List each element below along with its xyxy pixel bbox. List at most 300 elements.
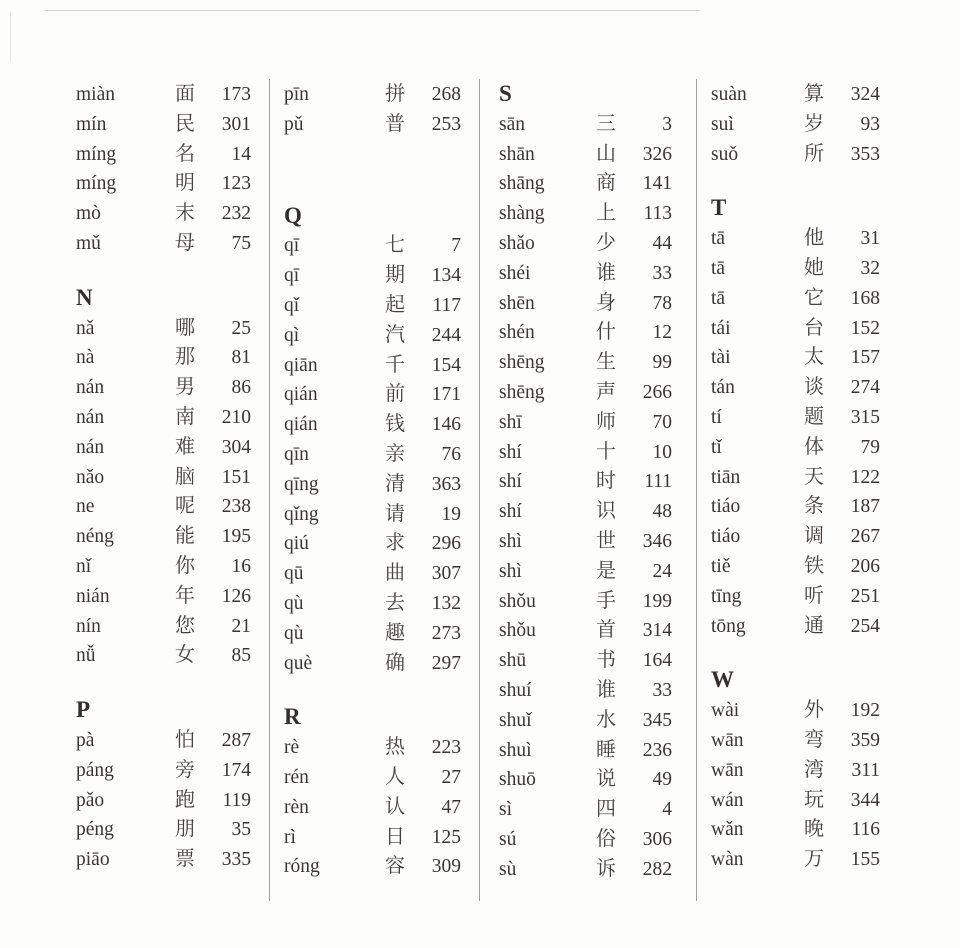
page-number-cell: 335 — [221, 849, 251, 871]
page-number-cell: 306 — [642, 828, 672, 850]
page-number-cell: 268 — [431, 84, 461, 105]
index-entry-row — [499, 794, 672, 824]
index-entry-row — [499, 437, 672, 467]
hanzi-cell: 玩 — [804, 786, 824, 811]
hanzi-cell: 时 — [596, 468, 616, 493]
pinyin-cell: pǎo — [76, 789, 105, 811]
page-number-cell: 7 — [451, 235, 461, 257]
hanzi-cell: 七 — [385, 232, 405, 257]
page-number-cell: 49 — [652, 769, 672, 791]
page-number-cell: 232 — [221, 203, 251, 225]
hanzi-cell: 去 — [385, 589, 405, 614]
hanzi-cell: 人 — [385, 763, 405, 788]
page-number-cell: 282 — [642, 858, 672, 880]
index-entry-row — [499, 109, 672, 139]
pinyin-cell: miàn — [76, 84, 115, 105]
hanzi-cell: 三 — [596, 110, 616, 135]
index-entry-row — [284, 792, 461, 822]
page-number-cell: 296 — [431, 533, 461, 555]
index-entry-row — [76, 785, 251, 815]
page-number-cell: 236 — [642, 739, 672, 761]
index-entry-row — [284, 320, 461, 350]
pinyin-cell: shuō — [499, 769, 536, 791]
page-number-cell: 75 — [231, 232, 251, 254]
index-entry-row — [711, 725, 880, 755]
index-entry-row — [76, 551, 251, 581]
page-number-cell: 93 — [860, 113, 880, 135]
pinyin-index-grid — [62, 79, 898, 901]
hanzi-cell: 晚 — [804, 816, 824, 841]
pinyin-cell: wàn — [711, 849, 744, 871]
pinyin-cell: tiáo — [711, 526, 741, 548]
hanzi-cell: 难 — [175, 433, 195, 458]
page-number-cell: 287 — [221, 729, 251, 751]
hanzi-cell: 山 — [596, 140, 616, 165]
index-entry-row — [711, 342, 880, 372]
index-section-R — [284, 702, 461, 881]
index-entry-row — [499, 198, 672, 228]
hanzi-cell: 拼 — [385, 81, 405, 105]
hanzi-cell: 明 — [175, 170, 195, 195]
pinyin-cell: nǎ — [76, 317, 95, 339]
pinyin-cell: tiě — [711, 555, 731, 577]
hanzi-cell: 她 — [804, 254, 824, 279]
page-number-cell: 206 — [850, 555, 880, 577]
page-number-cell: 134 — [431, 265, 461, 287]
page-number-cell: 33 — [652, 262, 672, 284]
pinyin-cell: shēn — [499, 292, 535, 314]
index-entry-row — [499, 377, 672, 407]
pinyin-cell: qián — [284, 414, 318, 436]
pinyin-cell: nǐ — [76, 555, 92, 577]
hanzi-cell: 前 — [385, 381, 405, 406]
index-entry-row — [284, 469, 461, 499]
index-entry-row — [711, 785, 880, 815]
pinyin-cell: shén — [499, 322, 535, 344]
index-entry-row — [711, 521, 880, 551]
pinyin-cell: tīng — [711, 585, 742, 607]
hanzi-cell: 谈 — [804, 374, 824, 399]
page-number-cell: 116 — [851, 819, 880, 841]
pinyin-cell: míng — [76, 173, 117, 195]
index-entry-row — [284, 499, 461, 529]
pinyin-cell: tǐ — [711, 436, 722, 458]
hanzi-cell: 识 — [596, 498, 616, 523]
page-number-cell: 126 — [221, 585, 251, 607]
page-number-cell: 35 — [231, 819, 251, 841]
hanzi-cell: 容 — [385, 853, 405, 878]
index-column-3 — [480, 79, 697, 901]
page-number-cell: 273 — [431, 622, 461, 644]
index-column-4 — [697, 79, 898, 901]
page-number-cell: 117 — [432, 294, 461, 316]
hanzi-cell: 什 — [596, 319, 616, 344]
scan-edge-left-line — [10, 12, 11, 62]
pinyin-cell: sú — [499, 828, 517, 850]
page-number-cell: 47 — [441, 796, 461, 818]
page-number-cell: 10 — [652, 441, 672, 463]
index-entry-row — [284, 528, 461, 558]
hanzi-cell: 趣 — [385, 619, 405, 644]
pinyin-cell: qǐ — [284, 294, 300, 316]
page-number-cell: 151 — [221, 466, 251, 488]
page-number-cell: 363 — [431, 473, 461, 495]
pinyin-cell: nǎo — [76, 466, 105, 488]
page-number-cell: 21 — [231, 615, 251, 637]
page-number-cell: 309 — [431, 856, 461, 878]
pinyin-cell: qiān — [284, 354, 318, 376]
hanzi-cell: 声 — [596, 378, 616, 403]
page-number-cell: 125 — [431, 826, 461, 848]
pinyin-cell: rè — [284, 737, 300, 759]
hanzi-cell: 岁 — [804, 110, 824, 135]
index-entry-row — [499, 854, 672, 884]
hanzi-cell: 您 — [175, 612, 195, 637]
hanzi-cell: 太 — [804, 344, 824, 369]
index-entry-row — [284, 439, 461, 469]
index-entry-row — [76, 139, 251, 169]
hanzi-cell: 千 — [385, 351, 405, 376]
hanzi-cell: 铁 — [804, 552, 824, 577]
hanzi-cell: 睡 — [596, 736, 616, 761]
pinyin-cell: shuí — [499, 679, 532, 701]
hanzi-cell: 说 — [596, 766, 616, 791]
index-entry-row — [76, 581, 251, 611]
pinyin-cell: tài — [711, 347, 731, 369]
pinyin-cell: shǎo — [499, 232, 535, 254]
index-entry-row — [711, 139, 880, 169]
index-entry-row — [76, 462, 251, 492]
index-entry-row — [76, 521, 251, 551]
hanzi-cell: 汽 — [385, 321, 405, 346]
page-number-cell: 199 — [642, 590, 672, 612]
page-number-cell: 33 — [652, 679, 672, 701]
page-number-cell: 187 — [850, 496, 880, 518]
hanzi-cell: 能 — [175, 523, 195, 548]
page-number-cell: 315 — [850, 406, 880, 428]
page-number-cell: 254 — [850, 615, 880, 637]
index-column-1 — [62, 79, 270, 901]
index-entry-row — [76, 611, 251, 641]
pinyin-cell: shēng — [499, 381, 545, 403]
hanzi-cell: 名 — [175, 140, 195, 165]
hanzi-cell: 四 — [596, 796, 616, 821]
pinyin-cell: shì — [499, 530, 522, 552]
pinyin-cell: shàng — [499, 203, 545, 225]
hanzi-cell: 热 — [385, 734, 405, 759]
index-entry-row — [711, 432, 880, 462]
page-number-cell: 238 — [221, 496, 251, 518]
hanzi-cell: 题 — [804, 403, 824, 428]
pinyin-cell: nán — [76, 377, 105, 399]
hanzi-cell: 它 — [804, 284, 824, 309]
page-number-cell: 297 — [431, 652, 461, 674]
hanzi-cell: 首 — [596, 617, 616, 642]
index-section-T — [711, 193, 880, 640]
pinyin-cell: qī — [284, 235, 300, 257]
hanzi-cell: 普 — [385, 110, 405, 135]
index-entry-row — [284, 762, 461, 792]
index-entry-row — [284, 379, 461, 409]
hanzi-cell: 年 — [175, 582, 195, 607]
hanzi-cell: 十 — [596, 438, 616, 463]
page-number-cell: 113 — [643, 203, 672, 225]
pinyin-cell: qù — [284, 592, 304, 614]
hanzi-cell: 亲 — [385, 440, 405, 465]
hanzi-cell: 民 — [175, 110, 195, 135]
pinyin-cell: suǒ — [711, 143, 739, 165]
pinyin-cell: sì — [499, 799, 513, 821]
hanzi-cell: 外 — [804, 697, 824, 722]
hanzi-cell: 呢 — [175, 493, 195, 518]
pinyin-cell: shí — [499, 441, 522, 463]
hanzi-cell: 湾 — [804, 756, 824, 781]
hanzi-cell: 书 — [596, 647, 616, 672]
index-entry-row — [499, 615, 672, 645]
index-entry-row — [284, 732, 461, 762]
hanzi-cell: 钱 — [385, 411, 405, 436]
index-section-P — [76, 695, 251, 874]
hanzi-cell: 商 — [596, 170, 616, 195]
pinyin-cell: shuì — [499, 739, 532, 761]
pinyin-cell: tiáo — [711, 496, 741, 518]
index-entry-row — [711, 814, 880, 844]
index-entry-row — [499, 466, 672, 496]
pinyin-cell: shǒu — [499, 590, 536, 612]
index-entry-row — [499, 586, 672, 616]
page-number-cell: 266 — [642, 381, 672, 403]
pinyin-cell: wǎn — [711, 819, 744, 841]
index-entry-row — [711, 462, 880, 492]
pinyin-cell: rì — [284, 826, 296, 848]
index-entry-row — [499, 347, 672, 377]
hanzi-cell: 男 — [175, 374, 195, 399]
hanzi-cell: 哪 — [175, 314, 195, 339]
pinyin-cell: wān — [711, 759, 744, 781]
page-number-cell: 99 — [652, 352, 672, 374]
hanzi-cell: 诉 — [596, 855, 616, 880]
index-section — [711, 79, 880, 168]
pinyin-cell: tiān — [711, 466, 741, 488]
page-number-cell: 12 — [652, 322, 672, 344]
pinyin-cell: tái — [711, 317, 731, 339]
hanzi-cell: 日 — [385, 823, 405, 848]
pinyin-cell: shān — [499, 143, 535, 165]
pinyin-cell: qū — [284, 563, 304, 585]
hanzi-cell: 期 — [385, 262, 405, 287]
pinyin-cell: qián — [284, 384, 318, 406]
index-entry-row — [711, 844, 880, 874]
pinyin-cell: shū — [499, 650, 527, 672]
index-entry-row — [499, 228, 672, 258]
index-entry-row — [284, 851, 461, 881]
page-number-cell: 123 — [221, 173, 251, 195]
pinyin-cell: néng — [76, 526, 114, 548]
index-entry-row — [76, 198, 251, 228]
hanzi-cell: 通 — [804, 612, 824, 637]
pinyin-cell: róng — [284, 856, 320, 878]
page-number-cell: 307 — [431, 563, 461, 585]
index-entry-row — [711, 755, 880, 785]
pinyin-cell: qù — [284, 622, 304, 644]
page-number-cell: 48 — [652, 501, 672, 523]
index-entry-row — [284, 260, 461, 290]
hanzi-cell: 怕 — [175, 726, 195, 751]
index-entry-row — [499, 496, 672, 526]
hanzi-cell: 他 — [804, 225, 824, 250]
pinyin-cell: tōng — [711, 615, 746, 637]
pinyin-cell: shí — [499, 471, 522, 493]
page-number-cell: 19 — [441, 503, 461, 525]
page-number-cell: 164 — [642, 650, 672, 672]
page-number-cell: 324 — [850, 84, 880, 105]
pinyin-cell: rèn — [284, 796, 309, 818]
pinyin-cell: mǔ — [76, 232, 101, 254]
index-entry-row — [711, 109, 880, 139]
index-entry-row — [76, 168, 251, 198]
page-number-cell: 4 — [662, 799, 672, 821]
index-entry-row — [76, 491, 251, 521]
index-entry-row — [499, 139, 672, 169]
index-section — [76, 79, 251, 258]
index-entry-row — [76, 814, 251, 844]
pinyin-cell: páng — [76, 759, 114, 781]
hanzi-cell: 所 — [804, 140, 824, 165]
hanzi-cell: 脑 — [175, 463, 195, 488]
index-section-S — [499, 79, 672, 884]
pinyin-cell: wān — [711, 729, 744, 751]
index-entry-row — [76, 313, 251, 343]
index-entry-row — [76, 432, 251, 462]
hanzi-cell: 旁 — [175, 756, 195, 781]
section-header: T — [711, 195, 727, 221]
pinyin-cell: tā — [711, 257, 726, 279]
index-entry-row — [76, 79, 251, 109]
hanzi-cell: 末 — [175, 200, 195, 225]
page-number-cell: 244 — [431, 324, 461, 346]
pinyin-cell: nián — [76, 585, 110, 607]
index-entry-row — [711, 611, 880, 641]
pinyin-cell: qǐng — [284, 503, 319, 525]
page-number-cell: 146 — [431, 414, 461, 436]
page-number-cell: 16 — [231, 555, 251, 577]
hanzi-cell: 俗 — [596, 825, 616, 850]
pinyin-cell: shēng — [499, 352, 545, 374]
pinyin-cell: sù — [499, 858, 517, 880]
hanzi-cell: 请 — [385, 500, 405, 525]
index-section-Q — [284, 201, 461, 678]
hanzi-cell: 水 — [596, 706, 616, 731]
pinyin-cell: qīng — [284, 473, 319, 495]
hanzi-cell: 谁 — [596, 676, 616, 701]
section-header: R — [284, 704, 302, 730]
page-number-cell: 168 — [850, 287, 880, 309]
pinyin-cell: wán — [711, 789, 744, 811]
index-section-N — [76, 283, 251, 670]
pinyin-cell: nà — [76, 347, 95, 369]
hanzi-cell: 少 — [596, 229, 616, 254]
index-column-2 — [270, 79, 480, 901]
index-entry-row — [284, 109, 461, 139]
index-entry-row — [76, 342, 251, 372]
hanzi-cell: 认 — [385, 793, 405, 818]
pinyin-cell: shéi — [499, 262, 531, 284]
index-entry-row — [711, 695, 880, 725]
page-number-cell: 132 — [431, 592, 461, 614]
hanzi-cell: 条 — [804, 493, 824, 518]
index-entry-row — [284, 588, 461, 618]
pinyin-cell: shí — [499, 501, 522, 523]
pinyin-cell: nǚ — [76, 645, 96, 667]
hanzi-cell: 清 — [385, 470, 405, 495]
index-entry-row — [499, 824, 672, 854]
index-entry-row — [711, 581, 880, 611]
index-entry-row — [499, 526, 672, 556]
index-section — [284, 79, 461, 139]
index-entry-row — [499, 705, 672, 735]
section-header: W — [711, 667, 735, 693]
page-number-cell: 251 — [850, 585, 880, 607]
hanzi-cell: 天 — [804, 463, 824, 488]
hanzi-cell: 生 — [596, 349, 616, 374]
index-entry-row — [499, 764, 672, 794]
page-number-cell: 44 — [652, 232, 672, 254]
page-number-cell: 345 — [642, 709, 672, 731]
page-number-cell: 210 — [221, 406, 251, 428]
pinyin-cell: mín — [76, 113, 107, 135]
section-header: Q — [284, 202, 303, 228]
page-number-cell: 78 — [652, 292, 672, 314]
index-entry-row — [711, 402, 880, 432]
pinyin-cell: tí — [711, 406, 722, 428]
page-number-cell: 76 — [441, 443, 461, 465]
index-entry-row — [711, 283, 880, 313]
page-number-cell: 14 — [231, 143, 251, 165]
pinyin-cell: sān — [499, 113, 525, 135]
pinyin-cell: mò — [76, 203, 101, 225]
hanzi-cell: 曲 — [385, 560, 405, 585]
page-number-cell: 25 — [231, 317, 251, 339]
pinyin-cell: shāng — [499, 173, 545, 195]
pinyin-cell: tán — [711, 377, 735, 399]
hanzi-cell: 算 — [804, 81, 824, 105]
page-number-cell: 27 — [441, 766, 461, 788]
hanzi-cell: 面 — [175, 81, 195, 105]
pinyin-cell: ne — [76, 496, 95, 518]
index-entry-row — [284, 618, 461, 648]
page-number-cell: 122 — [850, 466, 880, 488]
page-number-cell: 326 — [642, 143, 672, 165]
index-entry-row — [76, 755, 251, 785]
page-number-cell: 195 — [221, 526, 251, 548]
hanzi-cell: 确 — [385, 649, 405, 674]
pinyin-cell: nán — [76, 406, 105, 428]
page-number-cell: 174 — [221, 759, 251, 781]
page-number-cell: 31 — [860, 228, 880, 250]
pinyin-cell: míng — [76, 143, 117, 165]
pinyin-cell: rén — [284, 766, 309, 788]
page-number-cell: 353 — [850, 143, 880, 165]
hanzi-cell: 求 — [385, 530, 405, 555]
pinyin-cell: tā — [711, 228, 726, 250]
page-number-cell: 173 — [221, 84, 251, 105]
pinyin-cell: qì — [284, 324, 300, 346]
page-number-cell: 81 — [231, 347, 251, 369]
pinyin-cell: suàn — [711, 84, 747, 105]
page-number-cell: 346 — [642, 530, 672, 552]
pinyin-cell: shī — [499, 411, 522, 433]
page-number-cell: 32 — [860, 257, 880, 279]
